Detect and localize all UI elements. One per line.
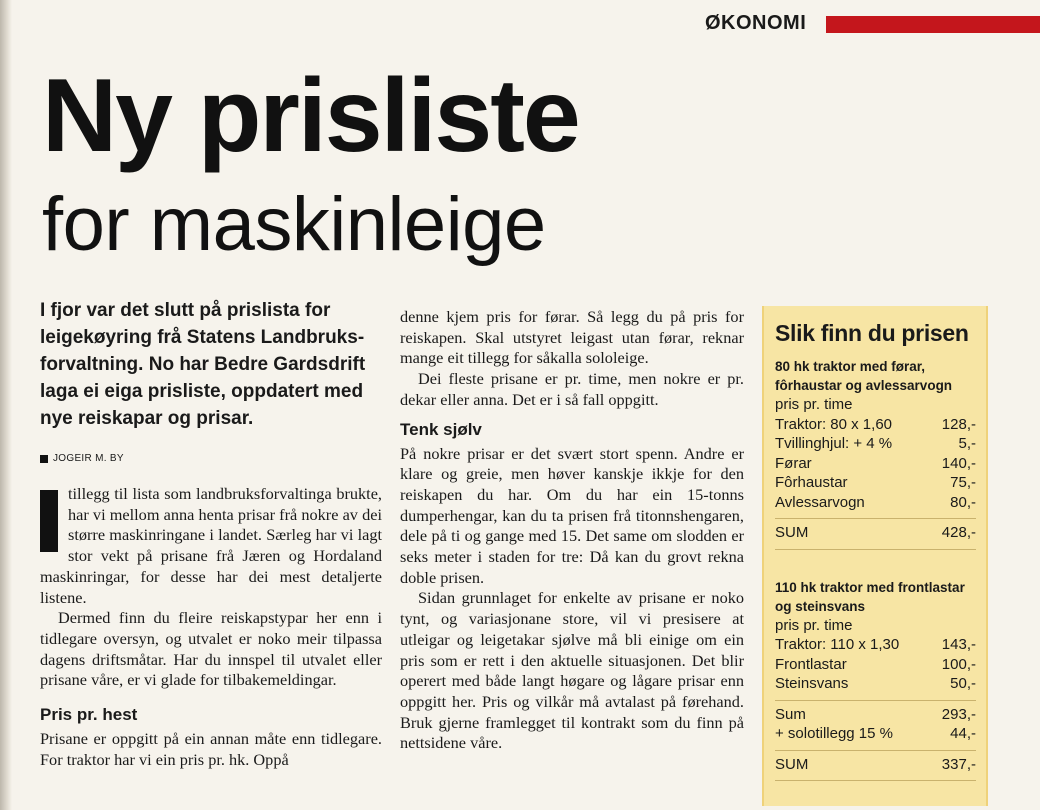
dropcap (40, 490, 58, 552)
box-title: Slik finn du prisen (775, 320, 969, 346)
article-column-1 (40, 297, 382, 770)
page-binding-shadow (0, 0, 12, 810)
headline-sub: for maskinleige (42, 182, 546, 267)
divider (775, 780, 976, 781)
body-paragraph: Prisane er oppgitt på ein annan måte enn tidlegare. For traktor har vi ein pris pr. hk. Oppå (40, 729, 382, 769)
example-2-title: 110 hk traktor med frontlastar og steinsvans (775, 579, 965, 614)
price-row: Traktor: 80 x 1,60 128,- (775, 415, 976, 433)
sum-row: SUM 428,- (775, 524, 976, 541)
subtotal-row: + solotillegg 15 % 44,- (775, 725, 976, 742)
section-header (705, 12, 806, 35)
section-color-bar (826, 16, 1040, 33)
subhead-tenk-sjolv: Tenk sjølv (400, 419, 482, 439)
body-paragraph: På nokre prisar er det svært stort spenn. Andre er klare og greie, men høver kanskje ikkje for den reiskapen du har. Om du har ein 15-tonns dumperhengar, kan du ta prisen frå titonnshengaren, dele på ti og gange med 15. Det same om slodden er seks meter i staden for tre: Då kan du grovt rekna doble prisen. (400, 443, 744, 587)
body-paragraph: denne kjem pris for førar. Så legg du på pris for reiskapen. Skal utstyret leigast utan førar, reknar mange eit tillegg for såkalla sololeige. (400, 307, 744, 368)
divider (775, 700, 976, 701)
price-row: Avlessarvogn 80,- (775, 493, 976, 511)
byline (40, 453, 382, 464)
price-row: Steinsvans 50,- (775, 675, 976, 692)
byline-square-icon (40, 455, 48, 463)
lede: I fjor var det slutt på prislista for leigekøyring frå Statens Landbruksforvaltning. No har Bedre Gardsdrift laga ei eiga prisliste, oppdatert med nye reiskapar og prisar. (40, 300, 366, 429)
sum-row: SUM 337,- (775, 755, 976, 773)
body-paragraph: Dei fleste prisane er pr. time, men nokre er pr. dekar eller anna. Det er i så fall oppgitt. (400, 369, 744, 409)
subhead-pris-pr-hest: Pris pr. hest (40, 705, 138, 725)
divider (775, 750, 976, 751)
section-label: ØKONOMI (705, 12, 807, 34)
body-paragraph: tillegg til lista som landbruksforvaltinga brukte, har vi mellom anna henta prisar frå nokre av dei større maskinringane i landet. Særleg har vi lagt stor vekt på prisane frå Jæren og Hordaland maskinringar, for desse har dei mest detaljerte listene. (40, 484, 382, 607)
example-1-title: 80 hk traktor med førar, fôrhaustar og avlessarvogn (775, 359, 953, 393)
price-example-box (762, 306, 988, 806)
byline-author: JOGEIR M. BY (53, 453, 124, 464)
price-row: Traktor: 110 x 1,30 143,- (775, 636, 976, 653)
price-row: Tvillinghjul: + 4 % 5,- (775, 435, 976, 452)
divider (775, 549, 976, 550)
body-paragraph: Sidan grunnlaget for enkelte av prisane er noko tynt, og variasjonane store, vil vi presisere at utleigar og leigetakar sjølve må bli einige om ein pris som er rett i den aktuelle situasjonen. Det blir operert med både langt høgare og lågare prisar enn oppgitt her. Pris og vilkår må avtalast på førehand. Bruk gjerne framlegget til kontrakt som du finn på nettsidene våre. (400, 588, 744, 753)
intro-paragraph-block (40, 484, 382, 608)
price-row: Førar 140,- (775, 454, 976, 472)
price-row: Frontlastar 100,- (775, 655, 976, 673)
subtotal-row: Sum 293,- (775, 705, 976, 723)
body-paragraph: Dermed finn du fleire reiskapstypar her enn i tidlegare oversyn, og utvalet er noko meir tilpassa dagens driftsmåtar. Har du innspel til utvalet eller prisane våre, er vi glade for tilbakemeldingar. (40, 608, 382, 690)
example-2-unit: pris pr. time (775, 616, 853, 634)
example-1-unit: pris pr. time (775, 396, 853, 413)
article-column-2 (400, 307, 744, 754)
price-row: Fôrhaustar 75,- (775, 474, 976, 491)
divider (775, 518, 976, 519)
headline-main: Ny prisliste (42, 58, 579, 174)
